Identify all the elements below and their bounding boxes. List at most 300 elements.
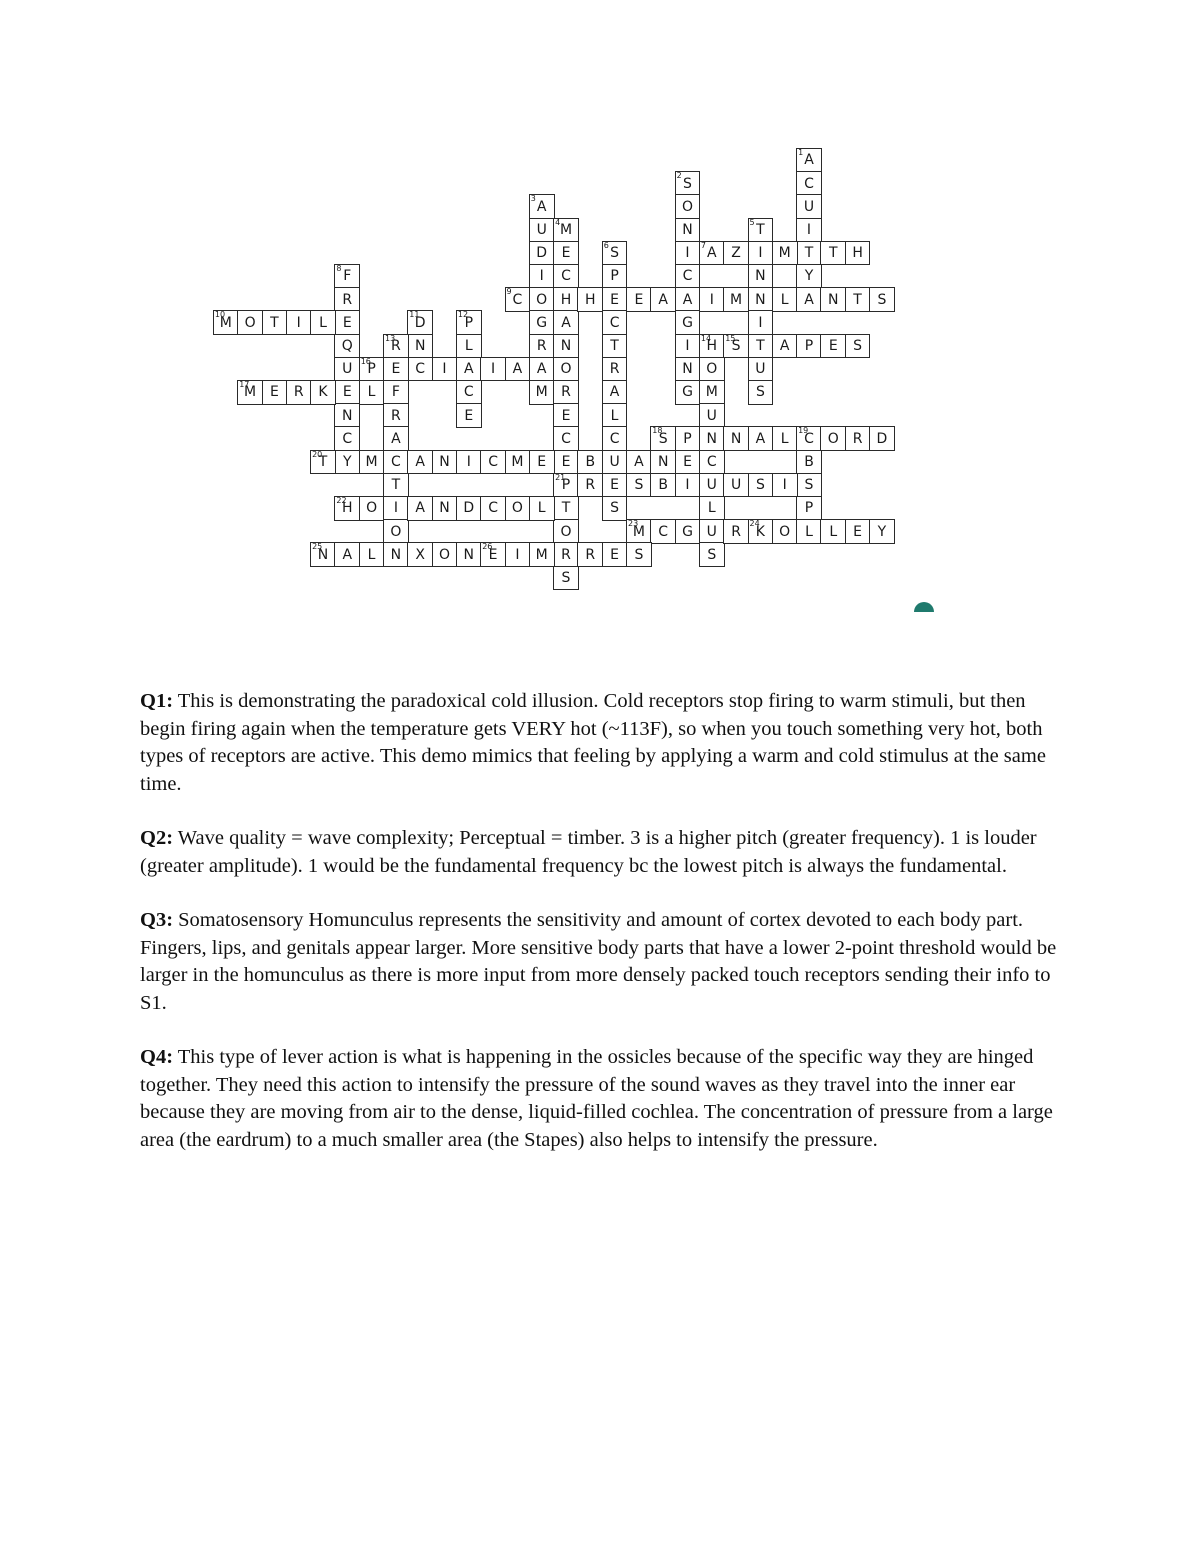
crossword-cell <box>796 287 822 312</box>
cell-letter: C <box>682 268 693 285</box>
cell-letter: E <box>853 523 863 540</box>
clue-number: 12 <box>457 310 469 320</box>
crossword-cell <box>529 542 555 567</box>
cell-letter: E <box>561 453 571 470</box>
cell-letter: R <box>585 477 596 494</box>
crossword-cell <box>602 450 628 475</box>
clue-number: 13 <box>385 333 396 343</box>
cell-letter: O <box>536 291 548 308</box>
crossword-cell <box>772 287 798 312</box>
cell-letter: T <box>853 291 862 308</box>
cell-letter: I <box>806 221 812 238</box>
cell-letter: D <box>536 245 548 262</box>
question-label: Q1: <box>140 690 174 712</box>
cell-letter: M <box>365 453 378 470</box>
cell-letter: L <box>319 314 327 331</box>
crossword-cell <box>553 380 579 405</box>
cell-letter: M <box>559 221 573 238</box>
cell-letter: E <box>561 407 571 424</box>
crossword-cell <box>383 473 409 498</box>
cell-letter: N <box>706 430 718 447</box>
answer-text: Somatosensory Homunculus represents the sensitivity and amount of cortex devoted to each body part. Fingers, lips, and genitals appear larger. More sensitive body parts that have a lower 2-point threshold would be larger in the homunculus as there is more input from more densely packed touch receptors sending their info to S1. <box>140 909 1057 1014</box>
crossword-cell <box>480 496 506 521</box>
cell-letter: S <box>731 337 741 354</box>
cell-letter: O <box>390 523 402 540</box>
cell-letter: N <box>439 500 450 517</box>
crossword-cell <box>602 542 628 567</box>
cell-letter: E <box>561 245 571 262</box>
crossword-cell <box>796 426 822 451</box>
clue-number: 25 <box>312 542 323 552</box>
crossword-cell <box>796 519 822 544</box>
cell-letter: B <box>804 453 814 470</box>
cell-letter: N <box>828 291 839 308</box>
answers-section <box>140 688 1065 1181</box>
cell-letter: E <box>683 453 692 470</box>
clue-number: 16 <box>360 356 371 366</box>
cell-letter: A <box>342 546 353 563</box>
crossword-cell <box>553 496 579 521</box>
cell-letter: I <box>685 245 690 262</box>
crossword-cell <box>602 287 628 312</box>
cell-letter: L <box>464 337 473 354</box>
answer-q1 <box>140 688 1065 798</box>
cell-letter: G <box>536 314 548 331</box>
crossword-cell <box>286 310 312 335</box>
crossword-cell <box>748 334 774 359</box>
cell-letter: I <box>515 546 520 563</box>
cell-letter: N <box>560 337 572 354</box>
crossword-cell <box>699 403 725 428</box>
cell-letter: R <box>852 430 863 447</box>
crossword-cell <box>772 473 798 498</box>
cell-letter: S <box>634 477 644 494</box>
cell-letter: P <box>804 500 814 517</box>
clue-number: 1 <box>798 148 804 157</box>
crossword-cell <box>772 519 798 544</box>
clue-number: 19 <box>798 426 809 436</box>
answer-text: This type of lever action is what is happening in the ossicles because of the specific way they are hinged together. They need this action to intensify the pressure of the sound waves as they travel into the inner ear because they are moving from air to the dense, liquid-filled cochlea. The concentration of pressure from a large area (the eardrum) to a much smaller area (the Stapes) also helps to intensify the pressure. <box>140 1046 1053 1151</box>
clue-number: 20 <box>312 449 323 459</box>
crossword-cell <box>432 542 458 567</box>
cell-letter: I <box>296 314 301 331</box>
crossword-cell <box>310 542 336 567</box>
cell-letter: A <box>804 152 814 169</box>
crossword-cell <box>529 310 555 335</box>
crossword-cell <box>553 542 579 567</box>
crossword-cell <box>553 473 579 498</box>
crossword-cell <box>772 426 798 451</box>
cell-letter: S <box>658 430 668 447</box>
crossword-cell <box>383 380 409 405</box>
crossword-cell <box>723 426 749 451</box>
cell-letter: G <box>682 523 693 540</box>
crossword-cell <box>748 310 774 335</box>
cell-letter: I <box>491 361 496 378</box>
crossword-cell <box>626 287 652 312</box>
crossword-cell <box>237 380 263 405</box>
cell-letter: C <box>488 500 498 517</box>
answer-q2 <box>140 825 1065 880</box>
cell-letter: M <box>730 291 743 308</box>
cell-letter: L <box>367 546 376 563</box>
cell-letter: A <box>391 430 401 447</box>
cell-letter: N <box>755 291 766 308</box>
crossword-cell <box>383 357 409 382</box>
cell-letter: P <box>464 314 474 331</box>
cell-letter: E <box>610 477 620 494</box>
crossword-cell <box>602 473 628 498</box>
crossword-cell <box>553 241 579 266</box>
cell-letter: C <box>342 430 353 447</box>
cell-letter: T <box>804 245 814 262</box>
clue-number: 21 <box>555 472 566 482</box>
crossword-cell <box>675 264 701 289</box>
cell-letter: M <box>535 546 548 563</box>
crossword-cell <box>553 287 579 312</box>
crossword-cell <box>869 426 895 451</box>
cell-letter: C <box>561 268 571 285</box>
crossword-cell <box>577 473 603 498</box>
cell-letter: S <box>634 546 644 563</box>
crossword-cell <box>577 542 603 567</box>
cell-letter: N <box>342 407 353 424</box>
cell-letter: R <box>293 384 304 401</box>
cell-letter: M <box>632 523 645 540</box>
crossword-cell <box>626 450 652 475</box>
cell-letter: O <box>511 500 523 517</box>
crossword-cell <box>553 519 579 544</box>
crossword-cell <box>383 403 409 428</box>
crossword-cell <box>845 334 871 359</box>
cell-letter: U <box>755 361 766 378</box>
question-label: Q2: <box>140 827 174 849</box>
cell-letter: R <box>561 384 571 401</box>
clue-number: 24 <box>749 519 760 529</box>
cell-letter: M <box>511 453 524 470</box>
crossword-cell <box>675 218 701 243</box>
crossword-cell <box>505 287 531 312</box>
cell-letter: N <box>755 268 766 285</box>
crossword-cell <box>407 542 433 567</box>
cell-letter: R <box>342 291 353 308</box>
cell-letter: U <box>342 361 353 378</box>
crossword-cell <box>456 334 482 359</box>
crossword-cell <box>602 334 628 359</box>
crossword-cell <box>723 241 749 266</box>
cell-letter: O <box>827 430 839 447</box>
cell-letter: A <box>512 361 523 378</box>
cell-letter: N <box>682 361 693 378</box>
cell-letter: P <box>561 477 571 494</box>
cell-letter: E <box>269 384 279 401</box>
crossword-cell <box>237 310 263 335</box>
crossword-cell <box>602 310 628 335</box>
cell-letter: U <box>706 477 717 494</box>
crossword-cell <box>675 357 701 382</box>
crossword-cell <box>553 426 579 451</box>
crossword-cell <box>505 357 531 382</box>
cell-letter: O <box>244 314 256 331</box>
cell-letter: C <box>561 430 571 447</box>
clue-number: 6 <box>603 240 609 250</box>
cell-letter: H <box>852 245 863 262</box>
crossword-cell <box>529 450 555 475</box>
crossword-cell <box>553 566 579 591</box>
cell-letter: U <box>706 407 717 424</box>
crossword-cell <box>359 450 385 475</box>
cell-letter: I <box>393 500 398 517</box>
crossword-cell <box>407 310 433 335</box>
crossword-cell <box>602 380 628 405</box>
crossword-cell <box>699 334 725 359</box>
cell-letter: A <box>804 291 814 308</box>
clue-number: 15 <box>725 333 736 343</box>
cell-letter: O <box>560 361 572 378</box>
cell-letter: U <box>730 477 742 494</box>
crossword-cell <box>480 357 506 382</box>
crossword-cell <box>334 287 360 312</box>
crossword-cell <box>480 450 506 475</box>
cell-letter: S <box>755 477 765 494</box>
crossword-cell <box>456 542 482 567</box>
cell-letter: C <box>609 314 620 331</box>
crossword-cell <box>553 334 579 359</box>
cell-letter: A <box>415 500 425 517</box>
cell-letter: F <box>391 384 400 401</box>
cell-letter: H <box>560 291 572 308</box>
cell-letter: T <box>756 337 765 354</box>
crossword-cell <box>845 426 871 451</box>
clue-number: 4 <box>555 217 561 227</box>
cell-letter: O <box>438 546 450 563</box>
clue-number: 8 <box>336 264 342 273</box>
crossword-cell <box>675 380 701 405</box>
crossword-cell <box>334 264 360 289</box>
cell-letter: U <box>609 453 620 470</box>
crossword-cell <box>213 310 239 335</box>
cell-letter: T <box>318 453 328 470</box>
crossword-cell <box>650 519 676 544</box>
cell-letter: R <box>561 546 571 563</box>
crossword-cell <box>699 357 725 382</box>
crossword-cell <box>650 426 676 451</box>
crossword-cell <box>796 473 822 498</box>
cell-letter: C <box>512 291 523 308</box>
crossword-cell <box>845 519 871 544</box>
crossword-cell <box>820 426 846 451</box>
crossword-cell <box>529 287 555 312</box>
clue-number: 18 <box>652 426 663 436</box>
crossword-cell <box>723 287 749 312</box>
cell-letter: S <box>853 337 863 354</box>
crossword-cell <box>432 357 458 382</box>
cell-letter: N <box>390 546 402 563</box>
clue-number: 23 <box>628 519 639 529</box>
clue-number: 17 <box>239 380 250 389</box>
crossword-cell <box>748 287 774 312</box>
clue-number: 7 <box>700 240 706 250</box>
answer-q4 <box>140 1044 1065 1154</box>
cell-letter: O <box>779 523 791 540</box>
crossword-cell <box>359 496 385 521</box>
cell-letter: E <box>464 407 474 424</box>
cell-letter: I <box>758 245 763 262</box>
cell-letter: P <box>610 268 619 285</box>
crossword-cell <box>675 426 701 451</box>
crossword-cell <box>675 287 701 312</box>
crossword-cell <box>796 194 822 219</box>
crossword-cell <box>675 473 701 498</box>
crossword-cell <box>310 380 336 405</box>
cell-letter: L <box>780 430 789 447</box>
crossword-cell <box>602 403 628 428</box>
crossword-cell <box>748 357 774 382</box>
crossword-cell <box>772 241 798 266</box>
cell-letter: T <box>756 221 765 238</box>
cell-letter: O <box>366 500 378 517</box>
cell-letter: A <box>755 430 766 447</box>
cell-letter: L <box>805 523 813 540</box>
crossword-cell <box>723 334 749 359</box>
crossword-cell <box>602 426 628 451</box>
crossword-cell <box>577 287 603 312</box>
cell-letter: C <box>609 430 620 447</box>
cell-letter: C <box>658 523 669 540</box>
crossword-cell <box>286 380 312 405</box>
crossword-cell <box>626 473 652 498</box>
crossword-cell <box>334 496 360 521</box>
cell-letter: S <box>561 569 571 586</box>
clue-number: 9 <box>506 287 512 297</box>
cell-letter: R <box>391 337 401 354</box>
cell-letter: N <box>439 453 450 470</box>
answer-text: Wave quality = wave complexity; Perceptual = timber. 3 is a higher pitch (greater frequency). 1 is louder (greater amplitude). 1 would be the fundamental frequency bc the lowest pitch is always the fundamental. <box>140 827 1037 877</box>
cell-letter: K <box>755 523 765 540</box>
crossword-cell <box>310 450 336 475</box>
cell-letter: M <box>219 314 232 331</box>
crossword-cell <box>359 380 385 405</box>
crossword-cell <box>529 380 555 405</box>
crossword-cell <box>407 334 433 359</box>
cell-letter: R <box>536 337 547 354</box>
cell-letter: E <box>391 361 401 378</box>
cell-letter: E <box>610 291 620 308</box>
cell-letter: D <box>414 314 426 331</box>
cell-letter: Y <box>804 268 814 285</box>
cell-letter: S <box>610 245 620 262</box>
crossword-cell <box>334 380 360 405</box>
crossword-cell <box>602 241 628 266</box>
cell-letter: L <box>367 384 376 401</box>
crossword-cell <box>675 194 701 219</box>
cell-letter: T <box>561 500 571 517</box>
cell-letter: T <box>829 245 838 262</box>
cell-letter: N <box>463 546 475 563</box>
cell-letter: N <box>317 546 329 563</box>
crossword-cell <box>845 287 871 312</box>
crossword-cell <box>796 218 822 243</box>
clue-number: 5 <box>749 217 755 227</box>
clue-number: 26 <box>482 542 493 552</box>
cell-letter: U <box>536 221 547 238</box>
crossword-cell <box>407 496 433 521</box>
crossword-cell <box>334 450 360 475</box>
crossword-cell <box>820 241 846 266</box>
cell-letter: M <box>535 384 548 401</box>
cell-letter: B <box>585 453 596 470</box>
cell-letter: A <box>464 361 474 378</box>
crossword-cell <box>675 310 701 335</box>
cell-letter: Y <box>343 453 352 470</box>
crossword-cell <box>675 241 701 266</box>
cell-letter: A <box>609 384 620 401</box>
cell-letter: M <box>244 384 257 401</box>
crossword-cell <box>845 241 871 266</box>
crossword-cell <box>699 426 725 451</box>
cell-letter: O <box>681 198 693 215</box>
cell-letter: R <box>609 361 620 378</box>
cell-letter: U <box>706 523 717 540</box>
crossword-cell <box>432 450 458 475</box>
crossword-cell <box>456 380 482 405</box>
crossword-cell <box>456 403 482 428</box>
crossword-cell <box>480 542 506 567</box>
crossword-cell <box>262 310 288 335</box>
crossword-cell <box>529 264 555 289</box>
crossword-cell <box>529 334 555 359</box>
cell-letter: D <box>876 430 888 447</box>
crossword-cell <box>699 519 725 544</box>
crossword-cell <box>334 334 360 359</box>
cell-letter: H <box>706 337 718 354</box>
cell-letter: O <box>706 361 718 378</box>
crossword-cell <box>602 496 628 521</box>
clue-number: 2 <box>676 171 682 181</box>
cell-letter: A <box>707 245 717 262</box>
crossword-cell <box>748 241 774 266</box>
crossword-cell <box>553 403 579 428</box>
crossword-cell <box>650 473 676 498</box>
crossword-cell <box>699 473 725 498</box>
crossword-cell <box>820 334 846 359</box>
clue-number: 11 <box>409 310 420 320</box>
crossword-cell <box>407 450 433 475</box>
cell-letter: L <box>707 500 716 517</box>
cell-letter: U <box>803 198 815 215</box>
crossword-cell <box>650 450 676 475</box>
cell-letter: L <box>780 291 789 308</box>
cell-letter: L <box>829 523 838 540</box>
crossword-cell <box>529 241 555 266</box>
crossword-cell <box>577 450 603 475</box>
crossword-cell <box>748 218 774 243</box>
cell-letter: C <box>463 384 474 401</box>
cell-letter: I <box>466 453 471 470</box>
cell-letter: Q <box>341 337 353 354</box>
crossword-grid <box>0 0 1200 620</box>
cell-letter: C <box>804 430 814 447</box>
crossword-cell <box>699 542 725 567</box>
cell-letter: E <box>342 384 352 401</box>
cell-letter: F <box>343 268 352 285</box>
crossword-cell <box>334 310 360 335</box>
cell-letter: C <box>706 453 717 470</box>
cell-letter: I <box>709 291 714 308</box>
cell-letter: E <box>828 337 838 354</box>
cell-letter: S <box>707 546 717 563</box>
crossword-cell <box>699 287 725 312</box>
